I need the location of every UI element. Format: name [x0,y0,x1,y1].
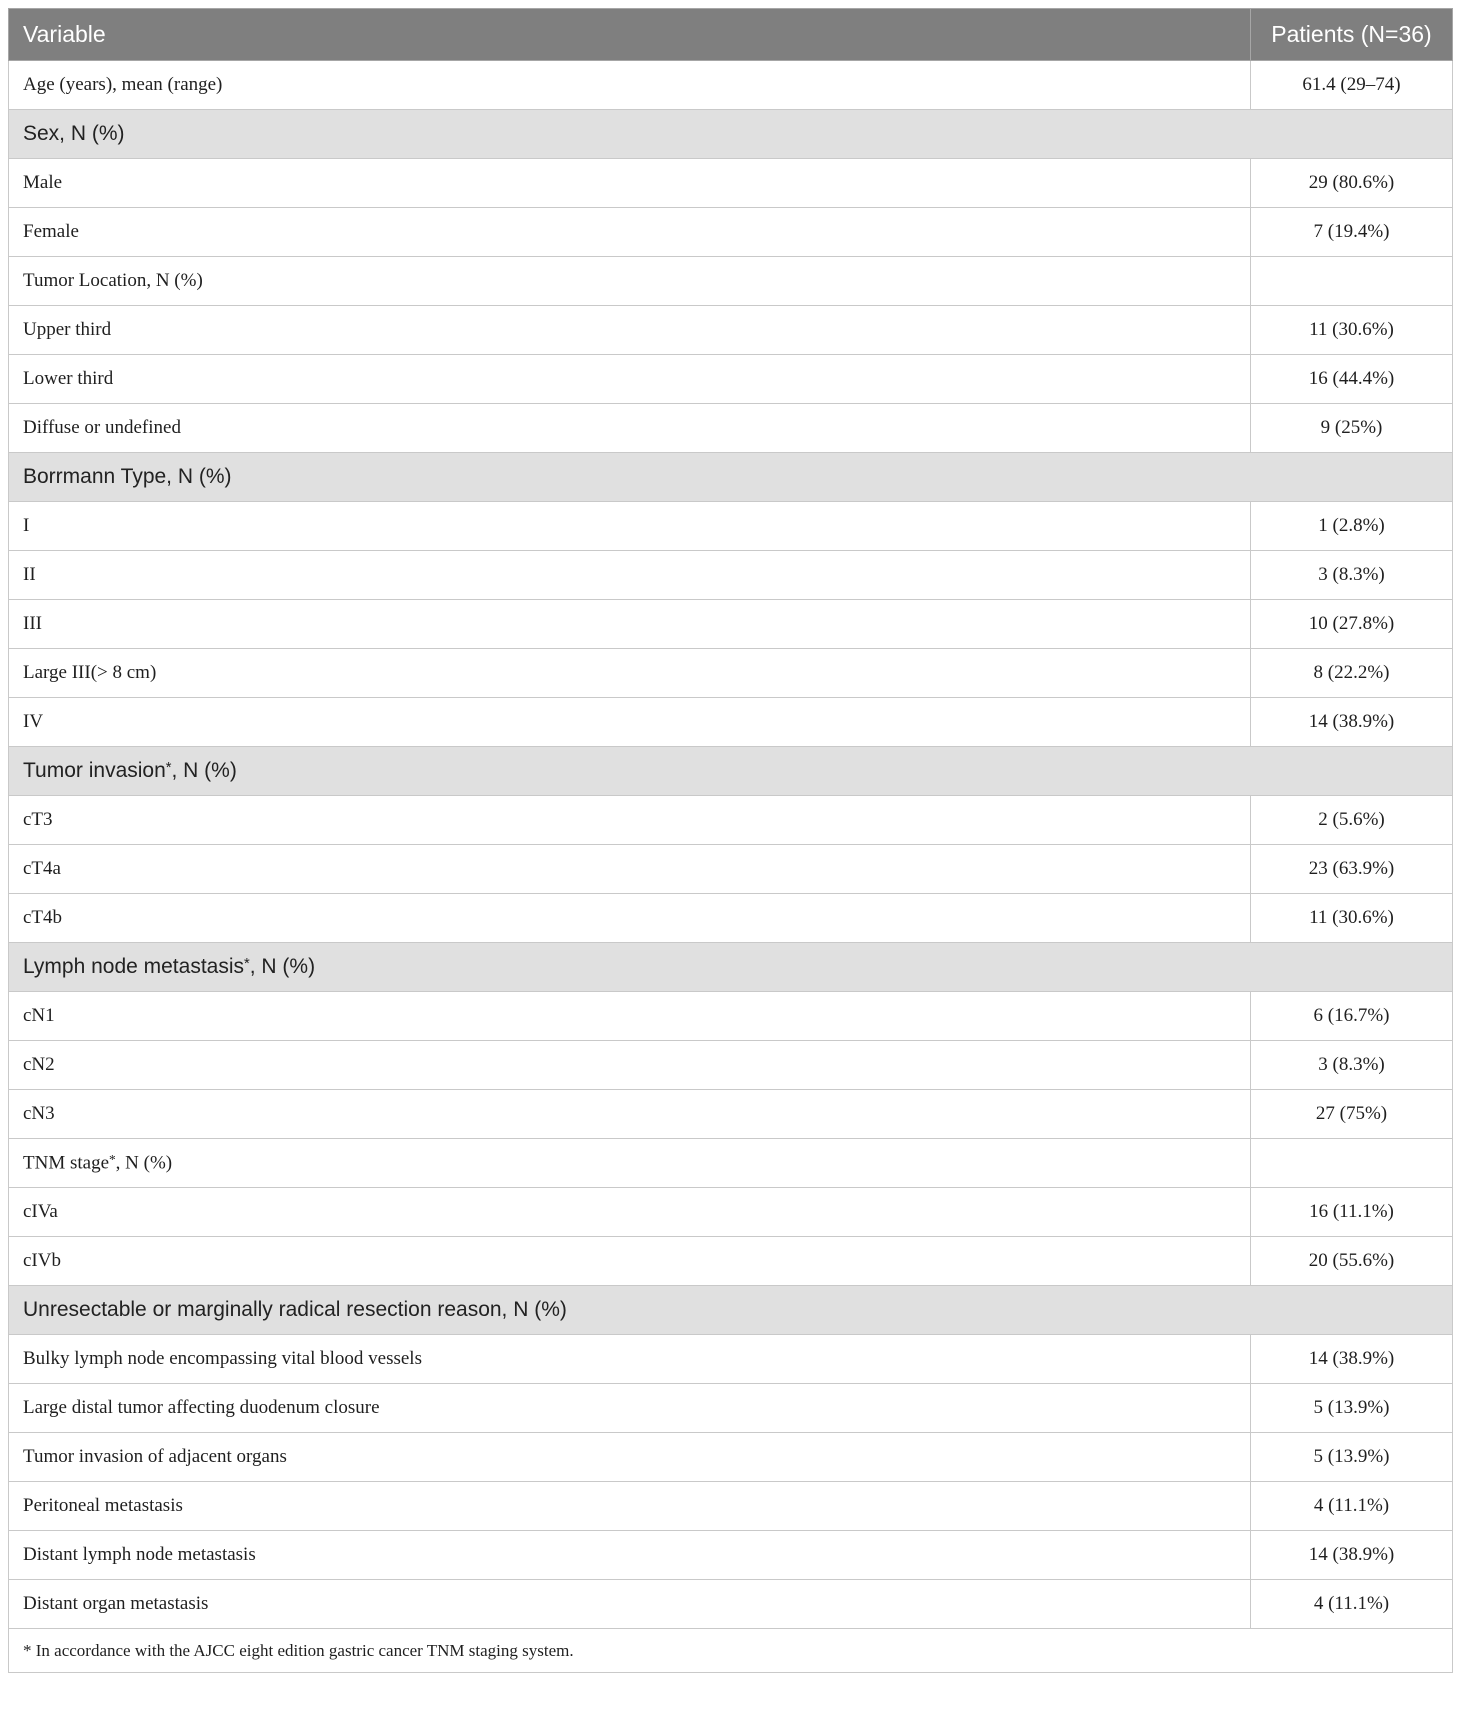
row-label: Large distal tumor affecting duodenum closure [9,1384,1251,1433]
row-value: 4 (11.1%) [1251,1580,1453,1629]
row-value: 16 (44.4%) [1251,355,1453,404]
row-value: 7 (19.4%) [1251,208,1453,257]
row-value: 5 (13.9%) [1251,1384,1453,1433]
table-row [9,1384,1453,1433]
section-label: Unresectable or marginally radical resection reason, N (%) [9,1286,1453,1335]
table-row [9,1335,1453,1384]
section-header-resection-reason [9,1286,1453,1335]
table-row [9,1580,1453,1629]
section-label-text: Lymph node metastasis [23,955,245,978]
table-row [9,992,1453,1041]
section-label: Borrmann Type, N (%) [9,453,1453,502]
table-footnote-row [9,1629,1453,1673]
table-row [9,61,1453,110]
row-value: 23 (63.9%) [1251,845,1453,894]
row-label: Peritoneal metastasis [9,1482,1251,1531]
table-header-row [9,9,1453,61]
table-row [9,1090,1453,1139]
row-label: cT4b [9,894,1251,943]
row-label: cN2 [9,1041,1251,1090]
table-row [9,159,1453,208]
row-label: III [9,600,1251,649]
row-label-text: TNM stage [23,1152,110,1174]
row-label: cN1 [9,992,1251,1041]
footnote-marker: * [165,759,172,776]
table-row [9,796,1453,845]
row-label: cT4a [9,845,1251,894]
section-label [9,747,1453,796]
patient-characteristics-table [8,8,1453,1673]
row-label: Female [9,208,1251,257]
table-row [9,1041,1453,1090]
header-patients: Patients (N=36) [1251,9,1453,61]
row-label: Diffuse or undefined [9,404,1251,453]
row-label: cN3 [9,1090,1251,1139]
section-label [9,943,1453,992]
table-row [9,649,1453,698]
row-label: cT3 [9,796,1251,845]
row-value: 11 (30.6%) [1251,306,1453,355]
row-value: 8 (22.2%) [1251,649,1453,698]
row-label: Distant lymph node metastasis [9,1531,1251,1580]
row-label: IV [9,698,1251,747]
header-variable: Variable [9,9,1251,61]
row-label: Lower third [9,355,1251,404]
row-label: Large III(> 8 cm) [9,649,1251,698]
row-label: Age (years), mean (range) [9,61,1251,110]
row-value: 27 (75%) [1251,1090,1453,1139]
table-row [9,1139,1453,1188]
row-label: cIVa [9,1188,1251,1237]
row-value: 14 (38.9%) [1251,1531,1453,1580]
section-label-suffix: , N (%) [249,955,316,978]
table-row [9,306,1453,355]
table-footnote: * In accordance with the AJCC eight edition gastric cancer TNM staging system. [9,1629,1453,1673]
footnote-marker: * [244,955,250,972]
row-value: 6 (16.7%) [1251,992,1453,1041]
table-row [9,208,1453,257]
table-row [9,1482,1453,1531]
table-row [9,355,1453,404]
row-label: Distant organ metastasis [9,1580,1251,1629]
section-header-tumor-invasion [9,747,1453,796]
row-label: Tumor Location, N (%) [9,257,1251,306]
table-row [9,404,1453,453]
row-label: I [9,502,1251,551]
table-row [9,698,1453,747]
row-value: 3 (8.3%) [1251,551,1453,600]
row-value: 20 (55.6%) [1251,1237,1453,1286]
table-row [9,1188,1453,1237]
table-row [9,257,1453,306]
table-row [9,1433,1453,1482]
section-label-text: Tumor invasion [23,759,166,782]
section-label-suffix: , N (%) [171,759,237,782]
row-label: Bulky lymph node encompassing vital blood vessels [9,1335,1251,1384]
row-value [1251,257,1453,306]
row-value: 9 (25%) [1251,404,1453,453]
table-row [9,1237,1453,1286]
footnote-marker: * [109,1151,116,1167]
row-label: II [9,551,1251,600]
row-value: 10 (27.8%) [1251,600,1453,649]
row-label: Male [9,159,1251,208]
row-value: 3 (8.3%) [1251,1041,1453,1090]
row-value: 29 (80.6%) [1251,159,1453,208]
table-row [9,600,1453,649]
row-label: Upper third [9,306,1251,355]
table-container [8,8,1452,1673]
table-row [9,551,1453,600]
row-value: 11 (30.6%) [1251,894,1453,943]
row-value: 2 (5.6%) [1251,796,1453,845]
section-label: Sex, N (%) [9,110,1453,159]
row-label: Tumor invasion of adjacent organs [9,1433,1251,1482]
row-label [9,1139,1251,1188]
row-value: 16 (11.1%) [1251,1188,1453,1237]
row-value: 14 (38.9%) [1251,1335,1453,1384]
section-header-borrmann [9,453,1453,502]
table-row [9,502,1453,551]
row-label-suffix: , N (%) [115,1152,173,1174]
row-value [1251,1139,1453,1188]
row-label: cIVb [9,1237,1251,1286]
row-value: 1 (2.8%) [1251,502,1453,551]
table-row [9,845,1453,894]
row-value: 14 (38.9%) [1251,698,1453,747]
section-header-sex [9,110,1453,159]
section-header-lymph-node [9,943,1453,992]
row-value: 4 (11.1%) [1251,1482,1453,1531]
table-row [9,1531,1453,1580]
table-row [9,894,1453,943]
row-value: 5 (13.9%) [1251,1433,1453,1482]
row-value: 61.4 (29–74) [1251,61,1453,110]
